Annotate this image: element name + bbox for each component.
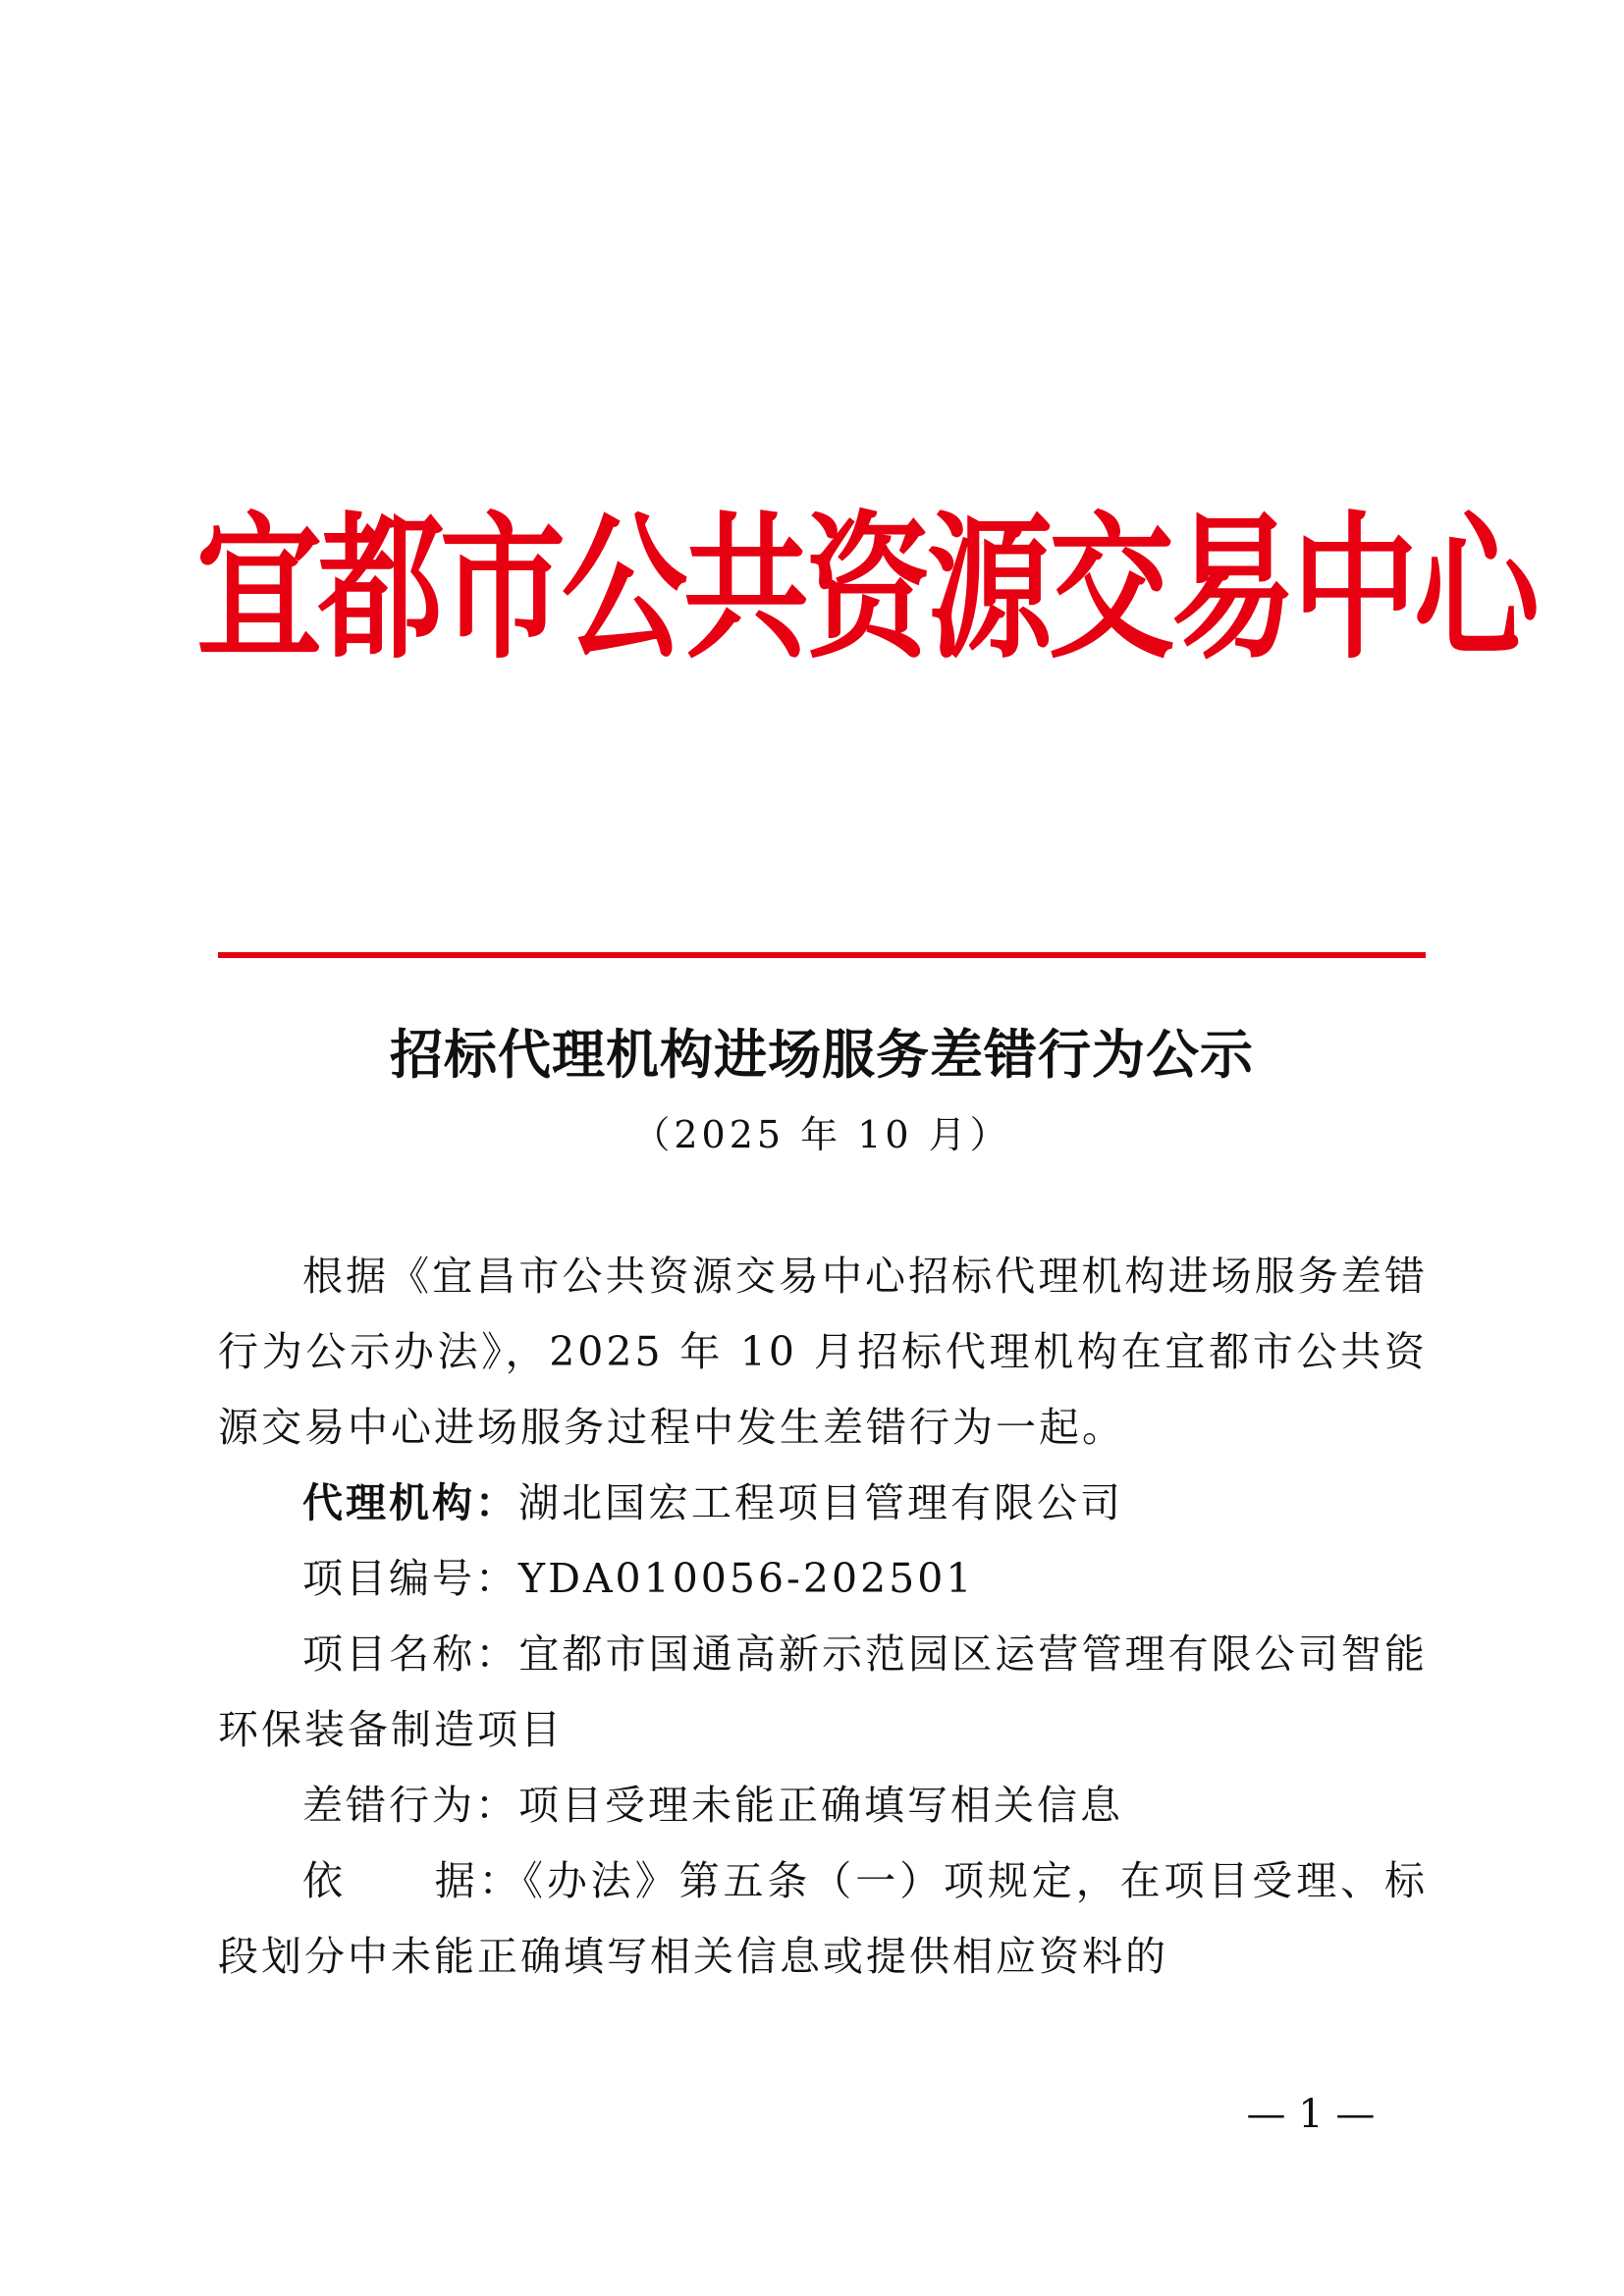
field-value-agency: 湖北国宏工程项目管理有限公司 [518, 1479, 1123, 1526]
field-label-basis: 依 据： [302, 1857, 523, 1904]
field-value-project-number: YDA010056-202501 [518, 1555, 975, 1602]
page-number: — 1 — [1246, 2092, 1376, 2137]
field-label-agency: 代理机构： [302, 1479, 518, 1526]
document-body [218, 1239, 1428, 1995]
field-basis [218, 1843, 1428, 1995]
field-value-error-behavior: 项目受理未能正确填写相关信息 [518, 1782, 1123, 1829]
field-value-project-name: 宜都市国通高新示范园区运营管理有限公司智能环保装备制造项目 [218, 1630, 1429, 1753]
red-divider-line [218, 952, 1426, 958]
document-period: （2025 年 10 月） [632, 1113, 1011, 1156]
field-project-number [218, 1541, 1428, 1617]
field-label-project-number: 项目编号： [302, 1555, 518, 1602]
field-label-error-behavior: 差错行为： [302, 1782, 518, 1829]
field-value-basis: 《办法》第五条（一）项规定，在项目受理、标段划分中未能正确填写相关信息或提供相应资料的 [218, 1857, 1428, 1980]
field-error-behavior [218, 1768, 1428, 1843]
field-agency [218, 1466, 1428, 1541]
document-title: 招标代理机构进场服务差错行为公示 [390, 1024, 1254, 1086]
field-project-name [218, 1617, 1428, 1768]
intro-paragraph: 根据《宜昌市公共资源交易中心招标代理机构进场服务差错行为公示办法》，2025 年 10 月招标代理机构在宜都市公共资源交易中心进场服务过程中发生差错行为一起。 [218, 1253, 1428, 1451]
issuer-masthead: 宜都市公共资源交易中心 [196, 497, 1537, 681]
field-label-project-name: 项目名称： [302, 1630, 519, 1678]
